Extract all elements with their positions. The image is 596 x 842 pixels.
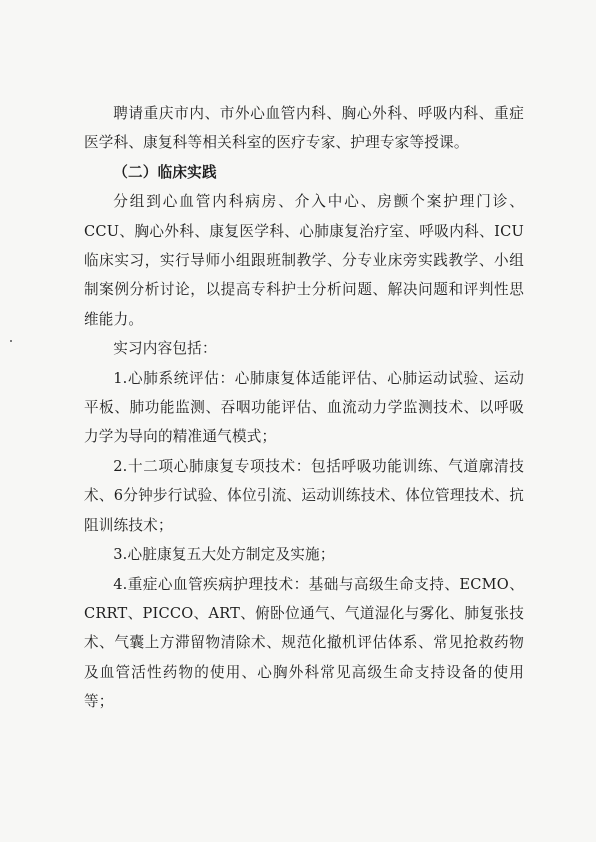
list-item-cardiac-rehab-prescriptions: 3.心脏康复五大处方制定及实施； [113, 546, 335, 564]
list-item-rehab-techniques: 2.十二项心肺康复专项技术：包括呼吸功能训练、气道廓清技术、6分钟步行试验、体位引流、运动训练技术、体位管理技术、抗阻训练技术； [84, 457, 524, 534]
document-body [84, 99, 524, 717]
paragraph-clinical-rotation: 分组到心血管内科病房、介入中心、房颤个案护理门诊、CCU、胸心外科、康复医学科、心肺康复治疗室、呼吸内科、ICU临床实习，实行导师小组跟班制教学、分专业床旁实践教学、小组制案例分析讨论，以提高专科护士分析问题、解决问题和评判性思维能力。 [84, 193, 524, 328]
section-heading-clinical-practice: （二）临床实践 [113, 163, 217, 181]
scan-speck [10, 340, 12, 342]
paragraph-lecturers: 聘请重庆市内、市外心血管内科、胸心外科、呼吸内科、重症医学科、康复科等相关科室的医疗专家、护理专家等授课。 [84, 105, 524, 152]
list-item-cardiopulmonary-assessment: 1.心肺系统评估：心肺康复体适能评估、心肺运动试验、运动平板、肺功能监测、吞咽功能评估、血流动力学监测技术、以呼吸力学为导向的精准通气模式； [84, 369, 524, 446]
list-item-critical-care-nursing: 4.重症心血管疾病护理技术：基础与高级生命支持、ECMO、CRRT、PICCO、ART、俯卧位通气、气道湿化与雾化、肺复张技术、气囊上方滞留物清除术、规范化撤机评估体系、常见抢救药物及血管活性药物的使用、心胸外科常见高级生命支持设备的使用等； [84, 575, 524, 711]
paragraph-practice-content-intro: 实习内容包括： [113, 340, 217, 358]
